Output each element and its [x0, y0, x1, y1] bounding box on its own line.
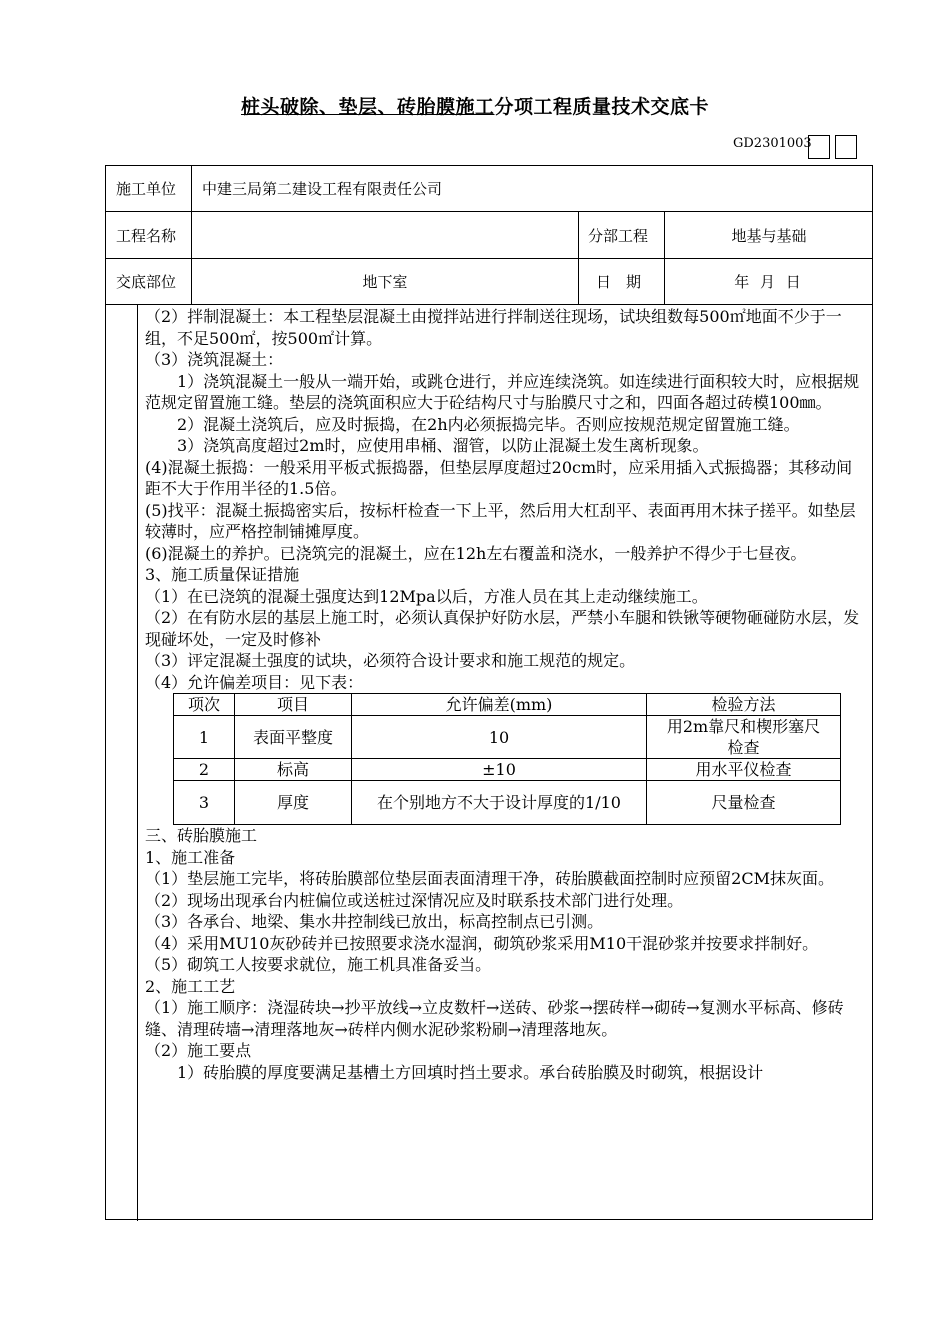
table-cell: 3	[174, 781, 235, 825]
table-header-cell: 允许偏差(mm)	[352, 694, 647, 716]
table-cell: 用2m靠尺和楔形塞尺检查	[647, 716, 841, 759]
section-heading: 2、施工工艺	[145, 976, 236, 996]
paragraph: （1）在已浇筑的混凝土强度达到12Mpa以后，方准人员在其上走动继续施工。	[145, 586, 708, 606]
section-heading: 1、施工准备	[145, 847, 236, 867]
table-header-row	[174, 694, 841, 716]
paragraph: 2）混凝土浇筑后，应及时振捣，在2h内必须振捣完毕。否则应按规范规定留置施工缝。	[177, 414, 800, 434]
division-value: 地基与基础	[731, 227, 807, 245]
date-value: 年 月 日	[734, 273, 804, 291]
paragraph: （4）采用MU10灰砂砖并已按照要求浇水湿润，砌筑砂浆采用M10干混砂浆并按要求拌制好。	[145, 933, 819, 953]
disclosure-content	[145, 306, 867, 1083]
table-cell: 尺量检查	[647, 781, 841, 825]
deviation-table	[173, 693, 841, 825]
project-label: 工程名称	[116, 227, 177, 245]
table-header-cell: 检验方法	[647, 694, 841, 716]
table-row	[174, 781, 841, 825]
table-row	[174, 759, 841, 781]
paragraph: (6)混凝土的养护。已浇筑完的混凝土，应在12h左右覆盖和浇水，一般养护不得少于七昼夜。	[145, 543, 807, 563]
table-header-cell: 项目	[235, 694, 352, 716]
table-cell: 用水平仪检查	[647, 759, 841, 781]
table-cell: 厚度	[235, 781, 352, 825]
location-label: 交底部位	[116, 273, 177, 291]
paragraph: （3）浇筑混凝土：	[145, 350, 284, 369]
table-cell: ±10	[352, 759, 647, 781]
table-cell: 1	[174, 716, 235, 759]
location-value: 地下室	[362, 273, 408, 291]
col-divider	[578, 212, 579, 304]
paragraph: （3）各承台、地梁、集水井控制线已放出，标高控制点已引测。	[145, 912, 604, 931]
table-cell: 2	[174, 759, 235, 781]
section-heading: 3、施工质量保证措施	[145, 565, 300, 584]
code-box-1	[808, 135, 830, 159]
row-divider	[106, 304, 872, 305]
section-heading: 三、砖胎膜施工	[145, 826, 258, 845]
paragraph: 3）浇筑高度超过2m时，应使用串桶、溜管，以防止混凝土发生离析现象。	[177, 436, 709, 455]
table-cell: 10	[352, 716, 647, 759]
unit-label: 施工单位	[116, 180, 177, 198]
paragraph: （2）施工要点	[145, 1041, 252, 1060]
table-row	[174, 716, 841, 759]
paragraph: (5)找平：混凝土振捣密实后，按标杆检查一下上平，然后用大杠刮平、表面再用木抹子搓平。如垫层较薄时，应严格控制铺摊厚度。	[145, 500, 856, 541]
table-cell: 在个别地方不大于设计厚度的1/10	[352, 781, 647, 825]
paragraph: （2）现场出现承台内桩偏位或送桩过深情况应及时联系技术部门进行处理。	[145, 890, 684, 910]
code-box-2	[835, 135, 857, 159]
paragraph: （3）评定混凝土强度的试块，必须符合设计要求和施工规范的规定。	[145, 651, 636, 670]
table-header-cell: 项次	[174, 694, 235, 716]
row-divider	[106, 258, 872, 259]
paragraph: 1）砖胎膜的厚度要满足基槽土方回填时挡土要求。承台砖胎膜及时砌筑，根据设计	[177, 1062, 764, 1082]
row-divider	[106, 211, 872, 212]
content-margin-line	[137, 304, 138, 1221]
division-label: 分部工程	[588, 227, 649, 245]
title-underlined: 桩头破除、垫层、砖胎膜施工	[240, 96, 495, 118]
paragraph: （5）砌筑工人按要求就位，施工机具准备妥当。	[145, 955, 492, 974]
paragraph: （2）在有防水层的基层上施工时，必须认真保护好防水层，严禁小车腿和铁锹等硬物砸碰防水层，发现碰坏处，一定及时修补	[145, 608, 860, 649]
paragraph: （1）施工顺序：浇湿砖块→抄平放线→立皮数杆→送砖、砂浆→摆砖样→砌砖→复测水平标高、修砖缝、清理砖墙→清理落地灰→砖样内侧水泥砂浆粉刷→清理落地灰。	[145, 998, 844, 1039]
paragraph: (4)混凝土振捣：一般采用平板式振捣器，但垫层厚度超过20cm时，应采用插入式振捣器；其移动间距不大于作用半径的1.5倍。	[145, 457, 853, 498]
paragraph: 1）浇筑混凝土一般从一端开始，或跳仓进行，并应连续浇筑。如连续进行面积较大时，应根据规范规定留置施工缝。垫层的浇筑面积应大于砼结构尺寸与胎膜尺寸之和，四面各超过砖模100㎜。	[145, 371, 860, 412]
doc-code: GD2301003	[733, 136, 812, 151]
unit-value: 中建三局第二建设工程有限责任公司	[202, 180, 443, 198]
title-rest: 分项工程质量技术交底卡	[494, 96, 710, 118]
date-label: 日 期	[596, 273, 642, 291]
table-cell: 标高	[235, 759, 352, 781]
paragraph: （4）允许偏差项目：见下表：	[145, 672, 364, 692]
paragraph: （1）垫层施工完毕，将砖胎膜部位垫层面表面清理干净，砖胎膜截面控制时应预留2CM抹灰面。	[145, 869, 834, 888]
page-title	[0, 92, 950, 119]
paragraph: （2）拌制混凝土：本工程垫层混凝土由搅拌站进行拌制送往现场，试块组数每500㎡地面不少于一组，不足500㎡，按500㎡计算。	[145, 307, 842, 348]
table-cell: 表面平整度	[235, 716, 352, 759]
